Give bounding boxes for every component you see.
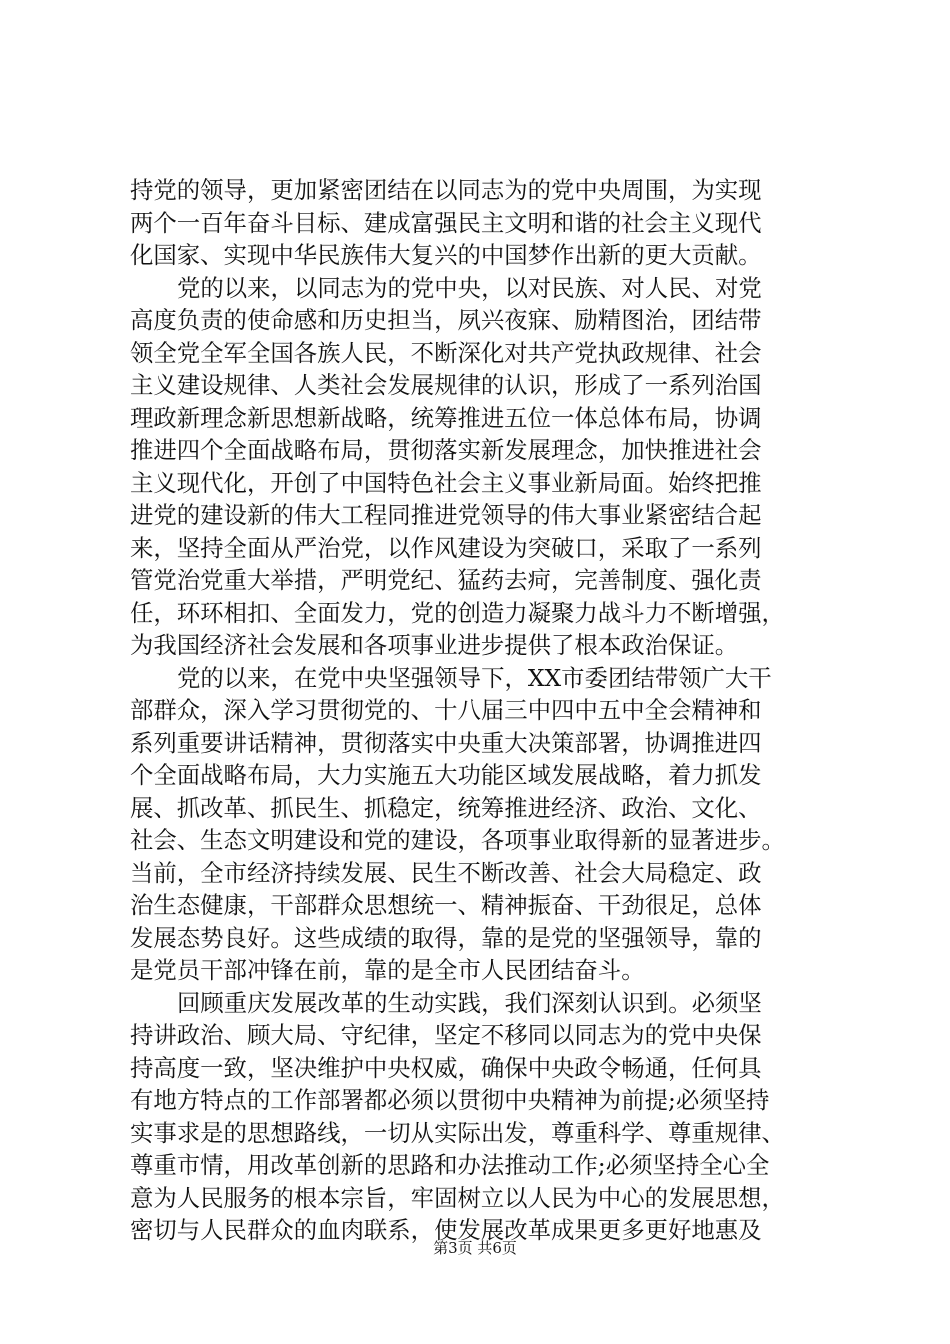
text-line: 高度负责的使命感和历史担当，夙兴夜寐、励精图治，团结带 <box>130 306 762 334</box>
page-footer: 第3页 共6页 <box>433 1239 517 1257</box>
text-line: 主义现代化，开创了中国特色社会主义事业新局面。始终把推 <box>130 468 762 497</box>
text-line: 意为人民服务的根本宗旨，牢固树立以人民为中心的发展思想， <box>130 1183 785 1212</box>
text-line: 展、抓改革、抓民生、抓稳定，统筹推进经济、政治、文化、 <box>130 793 762 822</box>
text-line: 持党的领导，更加紧密团结在以同志为的党中央周围，为实现 <box>130 176 762 204</box>
text-line: 部群众，深入学习贯彻党的、十八届三中四中五中全会精神和 <box>130 696 762 724</box>
text-line: 密切与人民群众的血肉联系，使发展改革成果更多更好地惠及 <box>130 1216 762 1244</box>
text-line: 持高度一致，坚决维护中央权威，确保中央政令畅通，任何具 <box>130 1053 762 1082</box>
text-line: 有地方特点的工作部署都必须以贯彻中央精神为前提;必须坚持 <box>130 1086 770 1114</box>
paragraph-first-line: 回顾重庆发展改革的生动实践，我们深刻认识到。必须坚 <box>177 988 762 1017</box>
text-line: 进党的建设新的伟大工程同推进党领导的伟大事业紧密结合起 <box>130 501 762 529</box>
text-line: 领全党全军全国各族人民，不断深化对共产党执政规律、社会 <box>130 338 762 367</box>
paragraph-first-line: 党的以来，以同志为的党中央，以对民族、对人民、对党 <box>177 273 762 302</box>
text-line: 两个一百年奋斗目标、建成富强民主文明和谐的社会主义现代 <box>130 208 762 237</box>
text-line: 推进四个全面战略布局，贯彻落实新发展理念，加快推进社会 <box>130 436 762 464</box>
text-line: 管党治党重大举措，严明党纪、猛药去疴，完善制度、强化责 <box>130 566 762 594</box>
text-line: 实事求是的思想路线，一切从实际出发，尊重科学、尊重规律、 <box>130 1118 785 1147</box>
body-text <box>130 174 830 1247</box>
text-line: 来，坚持全面从严治党，以作风建设为突破口，采取了一系列 <box>130 533 762 562</box>
text-line: 持讲政治、顾大局、守纪律，坚定不移同以同志为的党中央保 <box>130 1021 762 1049</box>
text-line: 系列重要讲话精神，贯彻落实中央重大决策部署，协调推进四 <box>130 728 762 757</box>
text-line: 发展态势良好。这些成绩的取得，靠的是党的坚强领导，靠的 <box>130 923 762 952</box>
text-line: 个全面战略布局，大力实施五大功能区域发展战略，着力抓发 <box>130 761 762 789</box>
paragraph-first-line: 党的以来，在党中央坚强领导下，XX市委团结带领广大干 <box>177 663 772 692</box>
text-line: 化国家、实现中华民族伟大复兴的中国梦作出新的更大贡献。 <box>130 241 762 269</box>
text-line: 主义建设规律、人类社会发展规律的认识，形成了一系列治国 <box>130 371 762 399</box>
text-line: 任，环环相扣、全面发力，党的创造力凝聚力战斗力不断增强， <box>130 598 785 627</box>
text-line: 尊重市情，用改革创新的思路和办法推动工作;必须坚持全心全 <box>130 1151 770 1179</box>
text-line: 社会、生态文明建设和党的建设，各项事业取得新的显著进步。 <box>130 826 785 854</box>
text-line: 当前，全市经济持续发展、民生不断改善、社会大局稳定、政 <box>130 858 762 887</box>
text-line: 是党员干部冲锋在前，靠的是全市人民团结奋斗。 <box>130 956 645 984</box>
text-line: 治生态健康，干部群众思想统一、精神振奋、干劲很足，总体 <box>130 891 762 919</box>
text-line: 为我国经济社会发展和各项事业进步提供了根本政治保证。 <box>130 631 739 659</box>
text-line: 理政新理念新思想新战略，统筹推进五位一体总体布局，协调 <box>130 403 762 432</box>
